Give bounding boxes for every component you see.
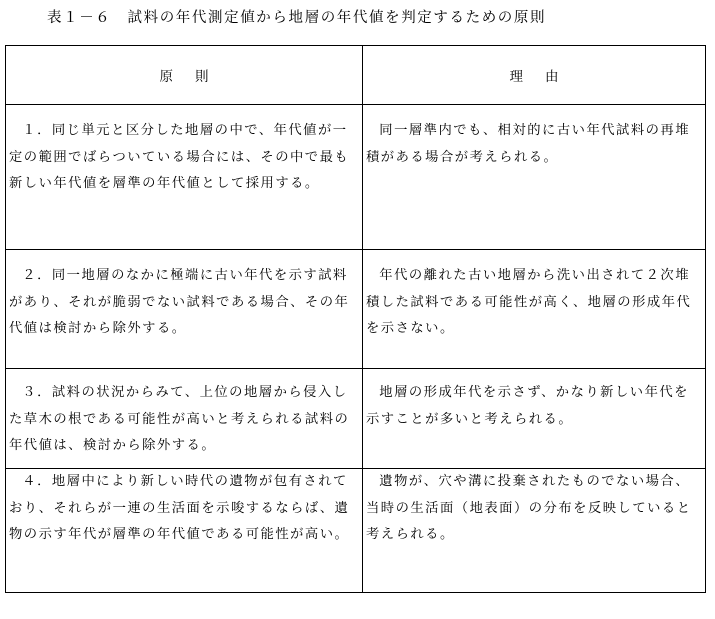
reason-cell: 年代の離れた古い地層から洗い出されて２次堆積した試料である可能性が高く、地層の形成年代を示さない。: [363, 250, 706, 369]
header-reason: 理由: [363, 46, 706, 105]
principles-table: [5, 45, 706, 593]
principle-cell: １．同じ単元と区分した地層の中で、年代値が一定の範囲でばらついている場合には、その中で最も新しい年代値を層準の年代値として採用する。: [6, 105, 363, 250]
reason-cell: 遺物が、穴や溝に投棄されたものでない場合、当時の生活面（地表面）の分布を反映していると考えられる。: [363, 469, 706, 593]
table-header-row: [6, 46, 706, 105]
principle-cell: ４．地層中により新しい時代の遺物が包有されており、それらが一連の生活面を示唆するならば、遺物の示す年代が層準の年代値である可能性が高い。: [6, 469, 363, 593]
header-principle: 原則: [6, 46, 363, 105]
principle-cell: ３．試料の状況からみて、上位の地層から侵入した草木の根である可能性が高いと考えられる試料の年代値は、検討から除外する。: [6, 369, 363, 469]
reason-cell: 同一層準内でも、相対的に古い年代試料の再堆積がある場合が考えられる。: [363, 105, 706, 250]
table-row: [6, 369, 706, 469]
table-caption: 表１－６ 試料の年代測定値から地層の年代値を判定するための原則: [47, 10, 547, 26]
principle-cell: ２．同一地層のなかに極端に古い年代を示す試料があり、それが脆弱でない試料である場合、その年代値は検討から除外する。: [6, 250, 363, 369]
reason-cell: 地層の形成年代を示さず、かなり新しい年代を示すことが多いと考えられる。: [363, 369, 706, 469]
table-row: [6, 469, 706, 593]
table-row: [6, 105, 706, 250]
table-row: [6, 250, 706, 369]
